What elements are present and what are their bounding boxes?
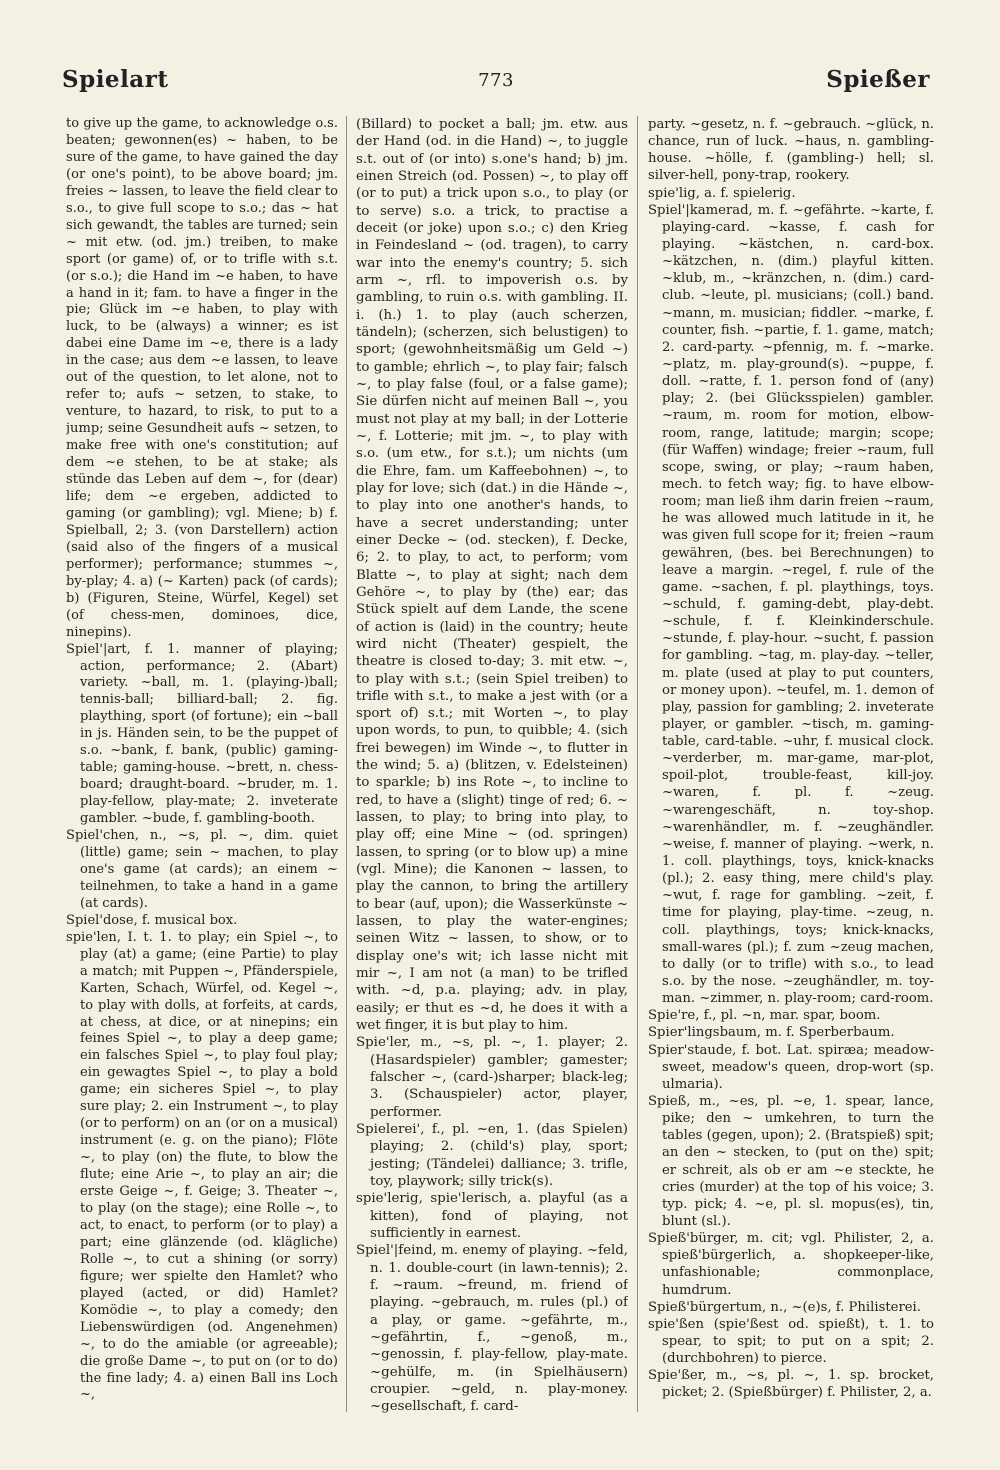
column-1 <box>66 116 338 1416</box>
dictionary-entry: Spieß'bürgertum, n., ~(e)s, f. Philisterei. <box>648 1299 921 1315</box>
page-number: 773 <box>478 70 514 91</box>
dictionary-entry: Spieß, m., ~es, pl. ~e, 1. spear, lance, pike; den ~ umkehren, to turn the tables (gegen, upon); 2. (Bratspieß) spit; an den ~ stecken, to (put on the) spit; er schreit, als ob er am ~e steckte, he cries (murder) at the top of his voice; 3. typ. pick; 4. ~e, pl. sl. mopus(es), tin, blunt (sl.). <box>648 1094 934 1229</box>
dictionary-entry: spie'lig, a. f. spielerig. <box>648 185 796 201</box>
dictionary-entry: Spielerei', f., pl. ~en, 1. (das Spielen) playing; 2. (child's) play, sport; jesting; (Tändelei) dalliance; 3. trifle, toy, playwork; silly trick(s). <box>356 1122 628 1190</box>
entry-continuation: (Billard) to pocket a ball; jm. etw. aus der Hand (od. in die Hand) ~, to juggle s.t. out of (or into) s.one's hand; b) jm. einen Streich (od. Possen) ~, to play off (or to put) a trick upon s.o., to play (or to serve) s.o. a trick, to practise a deceit (or joke) upon s.o.; c) den Krieg in Feindesland ~ (od. tragen), to carry war into the enemy's country; 5. sich arm ~, rfl. to impoverish o.s. by gambling, to ruin o.s. with gambling. II. i. (h.) 1. to play (auch scherzen, tändeln); (scherzen, sich belustigen) to sport; (gewohnheitsmäßig um Geld ~) to gamble; ehrlich ~, to play fair; falsch ~, to play false (foul, or a false game); Sie dürfen nicht auf meinen Ball ~, you must not play at my ball; in der Lotterie ~, f. Lotterie; mit jm. ~, to play with s.o. (um etw., for s.t.); um nichts (um die Ehre, fam. um Kaffeebohnen) ~, to play for love; sich (dat.) in die Hände ~, to play into one another's hands, to have a secret understanding; unter einer Decke ~ (od. stecken), f. Decke, 6; 2. to play, to act, to perform; vom Blatte ~, to play at sight; nach dem Gehöre ~, to play by (the) ear; das Stück spielt auf dem Lande, the scene of action is (laid) in the country; heute wird nicht (Theater) gespielt, the theatre is closed to-day; 3. mit etw. ~, to play with s.t.; (sein Spiel treiben) to trifle with s.t., to make a jest with (or a sport of) s.t.; mit Worten ~, to play upon words, to pun, to quibble; 4. (sich frei bewegen) im Winde ~, to flutter in the wind; 5. a) (blitzen, v. Edelsteinen) to sparkle; b) ins Rote ~, to incline to red, to have a (slight) tinge of red; 6. ~ lassen, to play; to bring into play, to play off; eine Mine ~ (od. springen) lassen, to spring (or to blow up) a mine (vgl. Mine); die Kanonen ~ lassen, to play the cannon, to bring the artillery to bear (auf, upon); die Wasserkünste ~ lassen, to play the water-engines; seinen Witz ~ lassen, to show, or to display one's wit; ich lasse nicht mit mir ~, I am not (a man) to be trifled with. ~d, p.a. playing; adv. in play, easily; er thut es ~d, he does it with a wet finger, it is but play to him. <box>356 117 628 1034</box>
entry-continuation: to give up the game, to acknowledge o.s. beaten; gewonnen(es) ~ haben, to be sure of the game, to have gained the day (or one's point), to be above board; jm. freies ~ lassen, to leave the field clear to s.o., to give full scope to s.o.; das ~ hat sich gewandt, the tables are turned; sein ~ mit etw. (od. jm.) treiben, to make sport (or game) of, or to trifle with s.t. (or s.o.); die Hand im ~e haben, to have a hand in it; fam. to have a finger in the pie; Glück im ~e haben, to play with luck, to be (always) a winner; es ist dabei eine Dame im ~e, there is a lady in the case; aus dem ~e lassen, to leave out of the question, to let alone, not to refer to; aufs ~ setzen, to stake, to venture, to hazard, to risk, to put to a jump; seine Gesundheit aufs ~ setzen, to make free with one's constitution; auf dem ~e stehen, to be at stake; als stünde das Leben auf dem ~, for (dear) life; dem ~e ergeben, addicted to gaming (or gambling); vgl. Miene; b) f. Spielball, 2; 3. (von Darstellern) action (said also of the fingers of a musical performer); performance; stummes ~, by-play; 4. a) (~ Karten) pack (of cards); b) (Figuren, Steine, Würfel, Kegel) set (of chess-men, dominoes, dice, ninepins). <box>66 116 338 640</box>
dictionary-entry: Spiel'|feind, m. enemy of playing. ~feld, n. 1. double-court (in lawn-tennis); 2. f. ~raum. ~freund, m. friend of playing. ~gebrauch, m. rules (pl.) of a play, or game. ~gefährte, m., ~gefährtin, f., ~genoß, m., ~genossin, f. play-fellow, play-mate. ~gehülfe, m. (in Spielhäusern) croupier. ~geld, n. play-money. ~gesellschaft, f. card- <box>356 1243 628 1415</box>
dictionary-entry: Spier'staude, f. bot. Lat. spiræa; meadow-sweet, meadow's queen, drop-wort (sp. ulmaria). <box>648 1042 934 1092</box>
column-divider <box>346 116 347 1412</box>
dictionary-entry: Spieß'bürger, m. cit; vgl. Philister, 2, a. spieß'bürgerlich, a. shopkeeper-like, unfashionable; commonplace, humdrum. <box>648 1231 934 1298</box>
column-divider <box>637 116 638 1412</box>
dictionary-entry: spie'lerig, spie'lerisch, a. playful (as a kitten), fond of playing, not sufficiently in earnest. <box>356 1191 628 1241</box>
dictionary-entry: spie'ßen (spie'ßest od. spießt), t. 1. to spear, to spit; to put on a spit; 2. (durchbohren) to pierce. <box>648 1316 934 1367</box>
dictionary-entry: spie'len, I. t. 1. to play; ein Spiel ~, to play (at) a game; (eine Partie) to play a match; mit Puppen ~, Pfänderspiele, Karten, Schach, Würfel, od. Kegel ~, to play with dolls, at forfeits, at cards, at chess, at dice, or at ninepins; ein feines Spiel ~, to play a deep game; ein falsches Spiel ~, to play foul play; ein gewagtes Spiel ~, to play a bold game; ein sicheres Spiel ~, to play sure play; 2. ein Instrument ~, to play (or to perform) on an (or on a musical) instrument (e. g. on the piano); Flöte ~, to play (on) the flute, to blow the flute; eine Arie ~, to play an air; die erste Geige ~, f. Geige; 3. Theater ~, to play (on the stage); eine Rolle ~, to act, to enact, to perform (or to play) a part; eine glänzende (od. klägliche) Rolle ~, to cut a shining (or sorry) figure; wer spielte den Hamlet? who played (acted, or did) Hamlet? Komödie ~, to play a comedy; den Liebenswürdigen (od. Angenehmen) ~, to do the amiable (or agreeable); die große Dame ~, to put on (or to do) the fine lady; 4. a) einen Ball ins Loch ~, <box>66 929 338 1403</box>
column-2 <box>356 116 628 1416</box>
dictionary-entry: Spiel'|kamerad, m. f. ~gefährte. ~karte, f. playing-card. ~kasse, f. cash for playing. ~kästchen, n. card-box. ~kätzchen, n. (dim.) playful kitten. ~klub, m., ~kränzchen, n. (dim.) card-club. ~leute, pl. musicians; (coll.) band. ~mann, m. musician; fiddler. ~marke, f. counter, fish. ~partie, f. 1. game, match; 2. card-party. ~pfennig, m. f. ~marke. ~platz, m. play-ground(s). ~puppe, f. doll. ~ratte, f. 1. person fond of (any) play; 2. (bei Glücksspielen) gambler. ~raum, m. room for motion, elbow-room, range, latitude; margin; scope; (für Waffen) windage; freier ~raum, full scope, swing, or play; ~raum haben, mech. to fetch way; fig. to have elbow-room; man ließ ihm darin freien ~raum, he was allowed much latitude in it, he was given full scope for it; freien ~raum gewähren, (bes. bei Berechnungen) to leave a margin. ~regel, f. rule of the game. ~sachen, f. pl. playthings, toys. ~schuld, f. gaming-debt, play-debt. ~schule, f. f. Kleinkinderschule. ~stunde, f. play-hour. ~sucht, f. passion for gambling. ~tag, m. play-day. ~teller, m. plate (used at play to put counters, or money upon). ~teufel, m. 1. demon of play, passion for gambling; 2. inveterate player, or gambler. ~tisch, m. gaming-table, card-table. ~uhr, f. musical clock. ~verderber, m. mar-game, mar-plot, spoil-plot, trouble-feast, kill-joy. ~waren, f. pl. f. ~zeug. ~warengeschäft, n. toy-shop. ~warenhändler, m. f. ~zeughändler. ~weise, f. manner of playing. ~werk, n. 1. coll. playthings, toys, knick-knacks (pl.); 2. easy thing, mere child's play. ~wut, f. rage for gambling. ~zeit, f. time for playing, play-time. ~zeug, n. coll. playthings, toys; knick-knacks, small-wares (pl.); f. zum ~zeug machen, to dally (or to trifle) with s.o., to lead s.o. by the nose. ~zeughändler, m. toy-man. ~zimmer, n. play-room; card-room. <box>648 202 934 1007</box>
dictionary-entry: Spie'ßer, m., ~s, pl. ~, 1. sp. brocket, picket; 2. (Spießbürger) f. Philister, 2, a. <box>648 1368 934 1401</box>
dictionary-entry: Spiel'|art, f. 1. manner of playing; action, performance; 2. (Abart) variety. ~ball, m. 1. (playing-)ball; tennis-ball; billiard-ball; 2. fig. plaything, sport (of fortune); ein ~ball in js. Händen sein, to be the puppet of s.o. ~bank, f. bank, (public) gaming-table; gaming-house. ~brett, n. chess-board; draught-board. ~bruder, m. 1. play-fellow, play-mate; 2. inveterate gambler. ~bude, f. gambling-booth. <box>66 641 338 827</box>
header-left-guideword: Spielart <box>62 66 169 93</box>
dictionary-entry: Spie'ler, m., ~s, pl. ~, 1. player; 2. (Hasardspieler) gambler; gamester; falscher ~, (card-)sharper; black-leg; 3. (Schauspieler) actor, player, performer. <box>356 1035 628 1120</box>
entry-continuation: party. ~gesetz, n. f. ~gebrauch. ~glück, n. chance, run of luck. ~haus, n. gambling-house. ~hölle, f. (gambling-) hell; sl. silver-hell, pony-trap, rookery. <box>648 117 934 184</box>
header-right-guideword: Spießer <box>826 66 930 93</box>
dictionary-entry: Spier'lingsbaum, m. f. Sperberbaum. <box>648 1025 895 1041</box>
page-header <box>62 66 930 100</box>
dictionary-entry: Spiel'dose, f. musical box. <box>66 912 238 928</box>
dictionary-entry: Spie're, f., pl. ~n, mar. spar, boom. <box>648 1008 881 1024</box>
dictionary-entry: Spiel'chen, n., ~s, pl. ~, dim. quiet (little) game; sein ~ machen, to play one's game (at cards); an einem ~ teilnehmen, to take a hand in a game (at cards). <box>66 828 338 911</box>
column-3 <box>648 116 934 1416</box>
